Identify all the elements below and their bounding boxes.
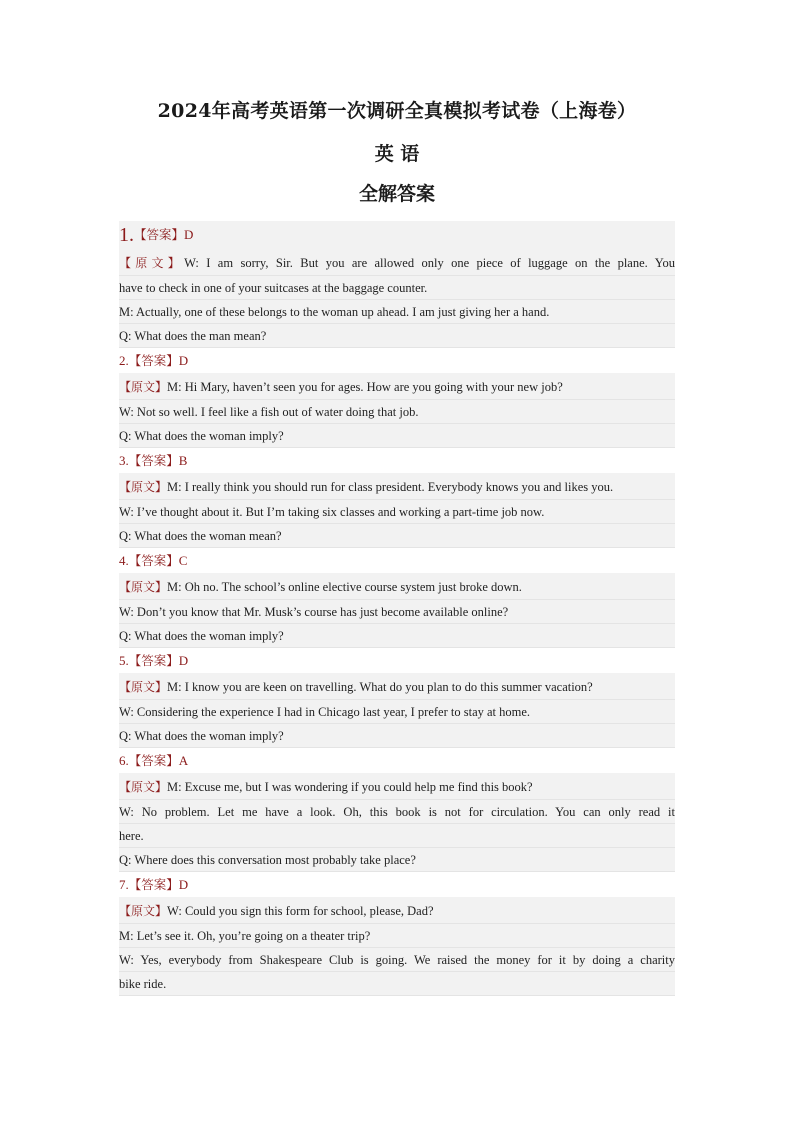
original-text-label: 【原文】 (119, 904, 168, 918)
transcript-line (119, 673, 675, 700)
transcript-line (119, 400, 675, 424)
transcript-text: M: Hi Mary, haven’t seen you for ages. How are you going with your new job? (167, 380, 563, 394)
transcript-text: M: Excuse me, but I was wondering if you could help me find this book? (167, 780, 533, 794)
answer-label: 【答案】 (128, 553, 179, 568)
transcript-text: M: Actually, one of these belongs to the woman up ahead. I am just giving her a hand. (119, 305, 550, 319)
transcript-line (119, 276, 675, 300)
transcript-line (119, 300, 675, 324)
transcript-text: W: No problem. Let me have a look. Oh, this book is not for circulation. You can only read it (119, 805, 675, 819)
transcript-line (119, 897, 675, 924)
transcript-line (119, 773, 675, 800)
answer-row (119, 548, 675, 573)
answer-label: 【答案】 (128, 453, 179, 468)
answer-row (119, 872, 675, 897)
transcript-line (119, 800, 675, 824)
title-block (0, 96, 794, 209)
question-number: 4. (119, 553, 129, 568)
answer-key-title: 全解答案 (358, 183, 435, 205)
transcript-line (119, 972, 675, 996)
transcript-text: M: Let’s see it. Oh, you’re going on a theater trip? (119, 929, 371, 943)
transcript-text: Q: What does the man mean? (119, 329, 267, 343)
transcript-text: have to check in one of your suitcases at the baggage counter. (119, 281, 428, 295)
transcript-line (119, 473, 675, 500)
transcript-line (119, 624, 675, 648)
answer-label: 【答案】 (128, 753, 179, 768)
answer-label: 【答案】 (134, 227, 185, 242)
subject-title: 英 语 (374, 143, 420, 165)
transcript-block (119, 773, 675, 872)
answer-letter: D (184, 227, 194, 242)
answer-letter: D (178, 353, 189, 368)
question-number: 3. (119, 453, 129, 468)
transcript-text: M: I know you are keen on travelling. What do you plan to do this summer vacation? (167, 680, 593, 694)
transcript-line (119, 948, 675, 972)
transcript-block (119, 249, 675, 348)
answer-letter: C (178, 553, 188, 568)
transcript-line (119, 249, 675, 276)
transcript-text: M: I really think you should run for class president. Everybody knows you and likes you. (167, 480, 614, 494)
question-number: 6. (119, 753, 129, 768)
transcript-line (119, 924, 675, 948)
answer-label: 【答案】 (128, 653, 179, 668)
original-text-label: 【原文】 (119, 256, 185, 270)
transcript-text: W: Could you sign this form for school, please, Dad? (167, 904, 434, 918)
answer-row (119, 348, 675, 373)
transcript-block (119, 473, 675, 548)
answer-row (119, 448, 675, 473)
original-text-label: 【原文】 (119, 780, 168, 794)
answer-letter: B (178, 453, 188, 468)
transcript-block (119, 373, 675, 448)
original-text-label: 【原文】 (119, 680, 168, 694)
transcript-line (119, 500, 675, 524)
transcript-text: Q: What does the woman imply? (119, 429, 284, 443)
transcript-text: W: I’ve thought about it. But I’m taking six classes and working a part-time job now. (119, 505, 545, 519)
transcript-line (119, 700, 675, 724)
answer-letter: A (178, 753, 189, 768)
question-number: 7. (119, 877, 129, 892)
answer-label: 【答案】 (128, 877, 179, 892)
transcript-text: W: Not so well. I feel like a fish out of water doing that job. (119, 405, 419, 419)
transcript-text: here. (119, 829, 144, 843)
transcript-line (119, 573, 675, 600)
original-text-label: 【原文】 (119, 580, 168, 594)
document-title: 2024年高考英语第一次调研全真模拟考试卷（上海卷） (157, 100, 637, 122)
transcript-line (119, 524, 675, 548)
transcript-line (119, 373, 675, 400)
transcript-block (119, 897, 675, 996)
original-text-label: 【原文】 (119, 380, 168, 394)
transcript-text: Q: What does the woman mean? (119, 529, 282, 543)
original-text-label: 【原文】 (119, 480, 168, 494)
transcript-line (119, 724, 675, 748)
answer-letter: D (178, 877, 189, 892)
question-number: 2. (119, 353, 129, 368)
transcript-line (119, 424, 675, 448)
transcript-line (119, 824, 675, 848)
transcript-text: Q: What does the woman imply? (119, 729, 284, 743)
transcript-text: bike ride. (119, 977, 167, 991)
transcript-line (119, 600, 675, 624)
transcript-line (119, 848, 675, 872)
transcript-block (119, 573, 675, 648)
question-number: 1. (119, 224, 134, 246)
answer-row (119, 748, 675, 773)
transcript-text: M: Oh no. The school’s online elective course system just broke down. (167, 580, 522, 594)
answer-label: 【答案】 (128, 353, 179, 368)
transcript-text: Q: Where does this conversation most probably take place? (119, 853, 416, 867)
answer-list (119, 221, 675, 996)
transcript-line (119, 324, 675, 348)
transcript-text: W: Considering the experience I had in Chicago last year, I prefer to stay at home. (119, 705, 531, 719)
transcript-block (119, 673, 675, 748)
answer-letter: D (178, 653, 189, 668)
answer-row (119, 648, 675, 673)
transcript-text: W: Yes, everybody from Shakespeare Club is going. We raised the money for it by doing a charity (119, 953, 675, 967)
transcript-text: W: Don’t you know that Mr. Musk’s course has just become available online? (119, 605, 509, 619)
transcript-text: W: I am sorry, Sir. But you are allowed only one piece of luggage on the plane. You (184, 256, 675, 270)
transcript-text: Q: What does the woman imply? (119, 629, 284, 643)
question-number: 5. (119, 653, 129, 668)
answer-row (119, 221, 675, 249)
